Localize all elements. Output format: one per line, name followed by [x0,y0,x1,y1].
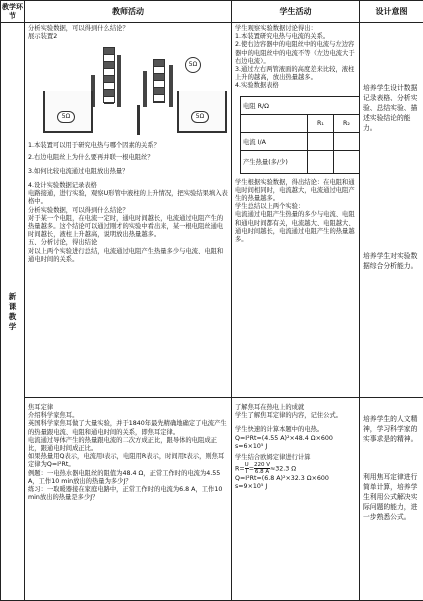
student-s6: 学生根据实验数据，得出结论：在电阻和通电时间相同时，电流越大，电流通过电阻产生的热量越多。 [235,179,356,204]
student-s4: 3.通过左右两管液面的高度差来比较，液柱上升的越高，放出热量越多。 [235,66,356,82]
header-teacher: 教师活动 [25,1,232,23]
student-s1: 学生观察实验数据讨论得出： [235,25,356,33]
design-note-4: 利用焦耳定律进行简单计算，培养学生利用公式解决实际问题的能力，进一步熟悉公式。 [363,472,420,522]
header-student: 学生活动 [232,1,360,23]
design-note-2: 培养学生对实验数据综合分析能力。 [363,251,420,271]
student-s3: 2.使右边容器中的电阻丝中的电流与左边容器中的电阻丝中的电流不等（左边电流大于右边电流）。 [235,41,356,66]
student-s5: 4.实验数据表格 [235,82,356,90]
student-s7: 学生总结以上两个实验： [235,203,356,211]
data-record-table [240,96,360,174]
data-table-resistance: 电阻 R/Ω [241,96,360,114]
student-u1: 了解焦耳在热电上的成就 [235,404,356,412]
student-cell-2 [232,398,360,601]
student-u3: 学生快速的计算本题中的电热。 [235,426,356,434]
teacher-q2: 2.右边电阻丝上为什么要再并联一根电阻丝？ [28,154,228,162]
header-row [1,1,423,23]
teacher-t4: 电流通过导体产生的热量跟电流的二次方成正比，跟导体的电阻成正比，跟通电时间成正比。 [28,437,228,453]
stage-label: 新课教学 [7,292,19,332]
design-note-1: 培养学生设计数据记录表格、分析实验、总结实验、描述实验结论的能力。 [363,83,420,133]
data-table-r2: R₂ [334,114,360,132]
teacher-p4: 4.设计实验数据记录表格 [28,182,228,190]
resistor-top: 5Ω [185,57,201,73]
design-note-3: 培养学生的人文精神，学习科学家的实事求是的精神。 [363,414,420,444]
teacher-t2: 介绍科学家焦耳。 [28,412,228,420]
scale-stack [103,47,115,103]
student-cell-1 [232,23,360,398]
teacher-t5: 如果热量用Q表示，电流用I表示，电阻用R表示，时间用t表示，则焦耳定律为Q=I²Rt。 [28,453,228,469]
teacher-p2: 展示装置2 [28,33,228,41]
design-cell-1 [360,23,423,398]
teacher-p5: 电路接通，进行实验，观察U形管中液柱的上升情况，把实验结果填入表格中。 [28,190,228,206]
student-u4: Q=I²Rt=(4.55 A)²×48.4 Ω×600 s=6×10⁵ J [235,435,356,451]
student-s8: 电流通过电阻产生热量的多少与电流、电阻和通电时间都有关，电流越大、电阻越大、通电时间越长，电流通过电阻产生的热量越多。 [235,211,356,244]
teacher-p9: 对以上两个实验进行总结，电流通过电阻产生热量多少与电流、电阻和通电时间的关系。 [28,248,228,264]
student-u7: Q=I²Rt=(6.8 A)²×32.3 Ω×600 s=9×10⁵ J [235,475,356,491]
teacher-p6: 分析实验数据，可以得到什么结论？ [28,207,228,215]
design-cell-2 [360,398,423,601]
student-u2: 学生了解焦耳定律的内容，记住公式。 [235,412,356,420]
teacher-p7: 对于某一个电阻，在电流一定时，通电时间越长，电流通过电阻产生的热量越多。这个结论可以通过刚才的实验中看出来，某一根电阻丝通电时间越长，液柱上升越高，说明放出热量越多。 [28,215,228,240]
row-joule-law [1,398,423,601]
teacher-p8: 五、分析讨论，得出结论 [28,239,228,247]
header-design: 设计意图 [360,1,423,23]
student-u5: 学生结合欧姆定律进行计算 [235,454,356,462]
stage-cell [1,23,25,601]
ohm-formula: R= $\frac{U}{I}$ = $\frac{220 V}{6.8 A}$ ≈32.3 Ω [235,462,356,475]
teacher-t6: 例题：一电热水器电阻丝的阻值为48.4 Ω，正常工作时的电流为4.55 A，工作10 min放出的热量为多少J？ [28,470,228,486]
teacher-q3: 3.如何比较电流通过电阻放出热量？ [28,168,228,176]
teacher-t3: 英国科学家焦耳做了大量实验，并于1840年最先精确地确定了电流产生的热量跟电流、电阻和通电时间的关系，即焦耳定律。 [28,420,228,436]
teacher-q1: 1.本装置可以用于研究电热与哪个因素的关系？ [28,142,228,150]
teacher-cell-1 [25,23,232,398]
teacher-t7: 练习：一取暖器接在家庭电路中，正常工作时的电流为6.8 A，工作10 min放出的热量是多少J？ [28,486,228,502]
student-s2: 1.本装置研究电热与电流的关系。 [235,33,356,41]
teacher-t1: 焦耳定律 [28,404,228,412]
teacher-cell-2 [25,398,232,601]
resistor-left: 5Ω [57,111,75,123]
scale-stack-2 [153,59,165,103]
data-table-current: 电流 I/A [241,132,308,150]
teacher-p1: 分析实验数据，可以得到什么结论？ [28,25,228,33]
data-table-heat: 产生热量(多/少) [241,150,308,173]
resistor-right: 5Ω [191,111,209,123]
apparatus-figure [33,45,238,137]
header-stage: 教学环节 [1,1,25,23]
data-table-r1: R₁ [308,114,334,132]
row-experiment [1,23,423,398]
